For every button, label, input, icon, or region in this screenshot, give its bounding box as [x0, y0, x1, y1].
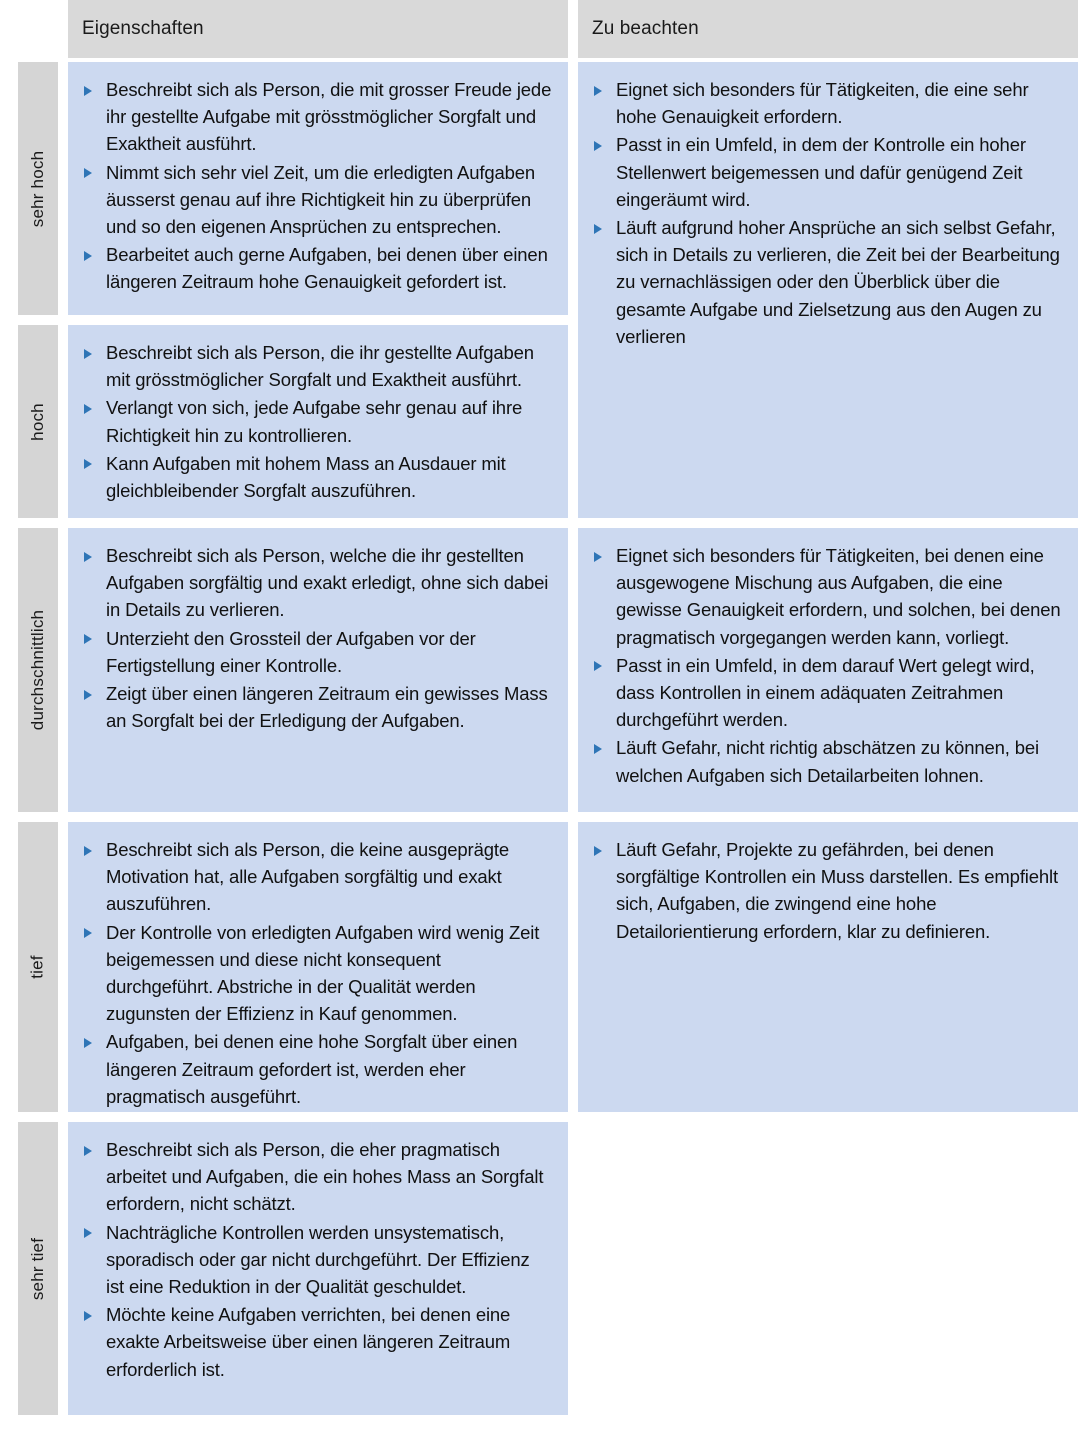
bullet-item: [592, 652, 1062, 734]
bullet-item: [82, 625, 552, 679]
column-header-zu-beachten-label: Zu beachten: [592, 18, 699, 39]
cell-zu-beachten-2: [578, 528, 1078, 812]
triangle-bullet-icon: [594, 846, 602, 856]
bullet-item: [82, 680, 552, 734]
bullet-text: Zeigt über einen längeren Zeitraum ein gewisses Mass an Sorgfalt bei der Erledigung der Aufgaben.: [106, 682, 548, 732]
column-header-eigenschaften-label: Eigenschaften: [82, 18, 204, 39]
row-label-tief: [18, 822, 58, 1112]
bullet-list: [592, 836, 1062, 945]
cell-eigenschaften-1: [68, 325, 568, 518]
bullet-list: [82, 1136, 552, 1383]
row-label-text: tief: [27, 955, 47, 979]
bullet-text: Der Kontrolle von erledigten Aufgaben wird wenig Zeit beigemessen und diese nicht konsequent durchgeführt. Abstriche in der Qualität werden zugunsten der Effizienz in Kauf genommen.: [106, 921, 540, 1025]
bullet-item: [82, 1136, 552, 1218]
bullet-list: [82, 542, 552, 734]
row-label-text: sehr tief: [28, 1237, 47, 1300]
row-label-sehr-hoch: [18, 62, 58, 315]
row-label-text: sehr hoch: [28, 150, 47, 227]
bullet-item: [592, 76, 1062, 130]
bullet-text: Verlangt von sich, jede Aufgabe sehr genau auf ihre Richtigkeit hin zu kontrollieren.: [106, 397, 523, 446]
triangle-bullet-icon: [84, 404, 92, 414]
bullet-text: Unterzieht den Grossteil der Aufgaben vor der Fertigstellung einer Kontrolle.: [106, 627, 476, 676]
bullet-text: Beschreibt sich als Person, die mit grosser Freude jede ihr gestellte Aufgabe mit grösstmöglicher Sorgfalt und Exaktheit ausführt.: [106, 79, 552, 155]
bullet-text: Eignet sich besonders für Tätigkeiten, die eine sehr hohe Genauigkeit erfordern.: [616, 79, 1029, 128]
triangle-bullet-icon: [84, 459, 92, 469]
bullet-item: [82, 919, 552, 1028]
triangle-bullet-icon: [594, 552, 602, 562]
bullet-text: Kann Aufgaben mit hohem Mass an Ausdauer mit gleichbleibender Sorgfalt auszuführen.: [106, 452, 506, 501]
triangle-bullet-icon: [84, 634, 92, 644]
column-header-eigenschaften: [68, 0, 568, 58]
bullet-text: Eignet sich besonders für Tätigkeiten, bei denen eine ausgewogene Mischung aus Aufgaben, die eine gewisse Genauigkeit erfordern, und solchen, bei denen pragmatisch vorgegangen werden kann, vorliegt.: [616, 545, 1061, 648]
bullet-text: Beschreibt sich als Person, die keine ausgeprägte Motivation hat, alle Aufgaben sorgfältig und exakt auszuführen.: [106, 839, 509, 915]
bullet-text: Läuft Gefahr, Projekte zu gefährden, bei denen sorgfältige Kontrollen ein Muss darstellen. Es empfiehlt sich, Aufgaben, die zwingend eine hohe Detailorientierung erfordern, klar zu definieren.: [616, 839, 1058, 942]
bullet-list: [82, 339, 552, 504]
triangle-bullet-icon: [84, 168, 92, 178]
bullet-text: Bearbeitet auch gerne Aufgaben, bei denen über einen längeren Zeitraum hohe Genauigkeit gefordert ist.: [106, 244, 548, 293]
row-label-sehr-tief: [18, 1122, 58, 1415]
triangle-bullet-icon: [84, 846, 92, 856]
cell-zu-beachten-3: [578, 822, 1078, 1112]
bullet-item: [82, 339, 552, 393]
bullet-text: Passt in ein Umfeld, in dem darauf Wert gelegt wird, dass Kontrollen in einem adäquaten Zeitrahmen durchgeführt werden.: [616, 654, 1035, 731]
bullet-item: [592, 542, 1062, 651]
bullet-list: [592, 542, 1062, 789]
cell-eigenschaften-2: [68, 528, 568, 812]
table-header-row: [68, 0, 1078, 58]
bullet-text: Beschreibt sich als Person, die ihr gestellte Aufgaben mit grösstmöglicher Sorgfalt und Exaktheit ausführt.: [106, 342, 534, 391]
triangle-bullet-icon: [84, 86, 92, 96]
bullet-text: Aufgaben, bei denen eine hohe Sorgfalt über einen längeren Zeitraum gefordert ist, werden eher pragmatisch ausgeführt.: [106, 1031, 518, 1107]
triangle-bullet-icon: [84, 1146, 92, 1156]
bullet-list: [82, 76, 552, 296]
bullet-text: Beschreibt sich als Person, die eher pragmatisch arbeitet und Aufgaben, die ein hohes Mass an Sorgfalt erfordern, nicht schätzt.: [106, 1139, 544, 1215]
triangle-bullet-icon: [594, 744, 602, 754]
triangle-bullet-icon: [84, 1038, 92, 1048]
triangle-bullet-icon: [594, 86, 602, 96]
bullet-text: Möchte keine Aufgaben verrichten, bei denen eine exakte Arbeitsweise über einen längeren Zeitraum erforderlich ist.: [106, 1304, 511, 1380]
triangle-bullet-icon: [84, 928, 92, 938]
triangle-bullet-icon: [594, 661, 602, 671]
bullet-item: [592, 734, 1062, 788]
bullet-item: [82, 542, 552, 624]
row-label-hoch: [18, 325, 58, 518]
bullet-item: [82, 159, 552, 241]
bullet-text: Läuft Gefahr, nicht richtig abschätzen zu können, bei welchen Aufgaben sich Detailarbeiten lohnen.: [616, 737, 1039, 786]
row-label-durchschnittlich: [18, 528, 58, 812]
triangle-bullet-icon: [84, 349, 92, 359]
bullet-item: [82, 1219, 552, 1301]
bullet-item: [82, 241, 552, 295]
bullet-item: [82, 76, 552, 158]
bullet-item: [592, 214, 1062, 350]
bullet-list: [82, 836, 552, 1110]
bullet-item: [82, 394, 552, 448]
cell-eigenschaften-4: [68, 1122, 568, 1415]
triangle-bullet-icon: [84, 1311, 92, 1321]
bullet-item: [82, 450, 552, 504]
bullet-item: [592, 131, 1062, 213]
cell-zu-beachten-0: [578, 62, 1078, 518]
bullet-item: [82, 836, 552, 918]
row-label-text: hoch: [27, 402, 47, 441]
bullet-item: [82, 1301, 552, 1383]
bullet-text: Passt in ein Umfeld, in dem der Kontrolle ein hoher Stellenwert beigemessen und dafür genügend Zeit eingeräumt wird.: [616, 134, 1026, 210]
bullet-item: [82, 1028, 552, 1110]
bullet-item: [592, 836, 1062, 945]
bullet-text: Läuft aufgrund hoher Ansprüche an sich selbst Gefahr, sich in Details zu verlieren, die Zeit bei der Bearbeitung zu vernachlässigen oder den Überblick über die gesamte Aufgabe und Zielsetzung aus den Augen zu verlieren: [616, 216, 1060, 347]
column-header-zu-beachten: [578, 0, 1078, 58]
row-label-text: durchschnittlich: [28, 609, 47, 731]
triangle-bullet-icon: [594, 224, 602, 234]
bullet-text: Nachträgliche Kontrollen werden unsystematisch, sporadisch oder gar nicht durchgeführt. Der Effizienz ist eine Reduktion in der Qualität geschuldet.: [106, 1221, 530, 1297]
triangle-bullet-icon: [84, 1228, 92, 1238]
triangle-bullet-icon: [594, 141, 602, 151]
bullet-text: Beschreibt sich als Person, welche die ihr gestellten Aufgaben sorgfältig und exakt erledigt, ohne sich dabei in Details zu verlieren.: [106, 545, 549, 621]
triangle-bullet-icon: [84, 552, 92, 562]
triangle-bullet-icon: [84, 690, 92, 700]
triangle-bullet-icon: [84, 251, 92, 261]
bullet-text: Nimmt sich sehr viel Zeit, um die erledigten Aufgaben äusserst genau auf ihre Richtigkeit hin zu überprüfen und so den eigenen Ansprüchen zu entsprechen.: [106, 161, 536, 237]
bullet-list: [592, 76, 1062, 350]
cell-eigenschaften-3: [68, 822, 568, 1112]
cell-eigenschaften-0: [68, 62, 568, 315]
